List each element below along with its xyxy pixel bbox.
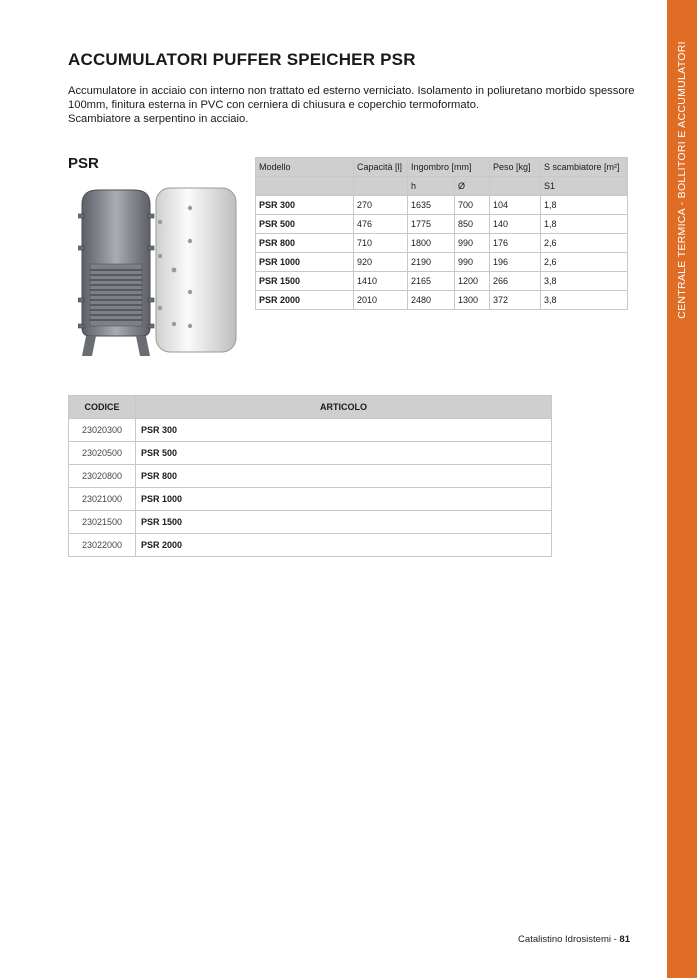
table-row bbox=[69, 442, 552, 465]
tank-insulated bbox=[156, 188, 236, 352]
article-cell: PSR 1500 bbox=[136, 511, 552, 534]
height-cell: 1635 bbox=[408, 196, 455, 215]
model-cell: PSR 300 bbox=[256, 196, 354, 215]
footer-catalog-name: Catalistino Idrosistemi - bbox=[518, 934, 620, 945]
model-cell: PSR 500 bbox=[256, 215, 354, 234]
capacity-cell: 710 bbox=[354, 234, 408, 253]
table-row bbox=[256, 253, 628, 272]
column-header: Ingombro [mm] bbox=[408, 158, 490, 177]
page-footer bbox=[518, 934, 630, 945]
code-cell: 23020300 bbox=[69, 419, 136, 442]
weight-cell: 104 bbox=[490, 196, 541, 215]
code-cell: 23022000 bbox=[69, 534, 136, 557]
capacity-cell: 920 bbox=[354, 253, 408, 272]
tank-cutaway bbox=[78, 190, 154, 356]
table-header-row bbox=[69, 396, 552, 419]
description-line: Accumulatore in acciaio con interno non trattato ed esterno verniciato. Isolamento in poliuretano morbido spessore bbox=[68, 85, 635, 97]
code-cell: 23020500 bbox=[69, 442, 136, 465]
column-header: S scambiatore [m²] bbox=[541, 158, 628, 177]
code-cell: 23020800 bbox=[69, 465, 136, 488]
article-cell: PSR 300 bbox=[136, 419, 552, 442]
exchanger-cell: 2,6 bbox=[541, 234, 628, 253]
table-subheader-row bbox=[256, 177, 628, 196]
sidebar-section-label: CENTRALE TERMICA - BOLLITORI E ACCUMULATORI bbox=[676, 41, 688, 319]
article-cell: PSR 800 bbox=[136, 465, 552, 488]
column-header: Peso [kg] bbox=[490, 158, 541, 177]
section-label: PSR bbox=[68, 155, 99, 172]
height-cell: 1775 bbox=[408, 215, 455, 234]
subheader-cell bbox=[490, 177, 541, 196]
height-cell: 2480 bbox=[408, 291, 455, 310]
subheader-cell: h bbox=[408, 177, 455, 196]
subheader-cell bbox=[354, 177, 408, 196]
capacity-cell: 270 bbox=[354, 196, 408, 215]
table-row bbox=[69, 511, 552, 534]
column-header: CODICE bbox=[69, 396, 136, 419]
weight-cell: 196 bbox=[490, 253, 541, 272]
puffer-tank-image bbox=[78, 186, 240, 358]
subheader-cell: S1 bbox=[541, 177, 628, 196]
column-header: Capacità [l] bbox=[354, 158, 408, 177]
subheader-cell bbox=[256, 177, 354, 196]
model-cell: PSR 1000 bbox=[256, 253, 354, 272]
article-cell: PSR 500 bbox=[136, 442, 552, 465]
table-row bbox=[69, 534, 552, 557]
product-codes-table bbox=[68, 395, 552, 557]
code-cell: 23021000 bbox=[69, 488, 136, 511]
code-cell: 23021500 bbox=[69, 511, 136, 534]
diameter-cell: 990 bbox=[455, 234, 490, 253]
column-header: Modello bbox=[256, 158, 354, 177]
table-row bbox=[256, 291, 628, 310]
capacity-cell: 1410 bbox=[354, 272, 408, 291]
table-row bbox=[256, 215, 628, 234]
exchanger-cell: 2,6 bbox=[541, 253, 628, 272]
weight-cell: 372 bbox=[490, 291, 541, 310]
diameter-cell: 990 bbox=[455, 253, 490, 272]
weight-cell: 140 bbox=[490, 215, 541, 234]
column-header: ARTICOLO bbox=[136, 396, 552, 419]
technical-specs-table bbox=[255, 157, 628, 310]
exchanger-cell: 1,8 bbox=[541, 196, 628, 215]
description-line: 100mm, finitura esterna in PVC con cerniera di chiusura e coperchio termoformato. bbox=[68, 99, 480, 111]
diameter-cell: 700 bbox=[455, 196, 490, 215]
table-header-row bbox=[256, 158, 628, 177]
weight-cell: 176 bbox=[490, 234, 541, 253]
exchanger-cell: 3,8 bbox=[541, 272, 628, 291]
capacity-cell: 2010 bbox=[354, 291, 408, 310]
diameter-cell: 1300 bbox=[455, 291, 490, 310]
model-cell: PSR 800 bbox=[256, 234, 354, 253]
table-row bbox=[256, 234, 628, 253]
table-row bbox=[69, 419, 552, 442]
diameter-cell: 850 bbox=[455, 215, 490, 234]
table-row bbox=[256, 272, 628, 291]
table-row bbox=[256, 196, 628, 215]
exchanger-cell: 3,8 bbox=[541, 291, 628, 310]
product-description bbox=[68, 84, 643, 126]
page-number: 81 bbox=[619, 934, 630, 945]
diameter-cell: 1200 bbox=[455, 272, 490, 291]
model-cell: PSR 1500 bbox=[256, 272, 354, 291]
weight-cell: 266 bbox=[490, 272, 541, 291]
height-cell: 2190 bbox=[408, 253, 455, 272]
model-cell: PSR 2000 bbox=[256, 291, 354, 310]
height-cell: 1800 bbox=[408, 234, 455, 253]
capacity-cell: 476 bbox=[354, 215, 408, 234]
subheader-cell: Ø bbox=[455, 177, 490, 196]
table-row bbox=[69, 465, 552, 488]
table-row bbox=[69, 488, 552, 511]
article-cell: PSR 2000 bbox=[136, 534, 552, 557]
height-cell: 2165 bbox=[408, 272, 455, 291]
page-title: ACCUMULATORI PUFFER SPEICHER PSR bbox=[68, 50, 416, 69]
article-cell: PSR 1000 bbox=[136, 488, 552, 511]
description-line: Scambiatore a serpentino in acciaio. bbox=[68, 113, 249, 125]
exchanger-cell: 1,8 bbox=[541, 215, 628, 234]
